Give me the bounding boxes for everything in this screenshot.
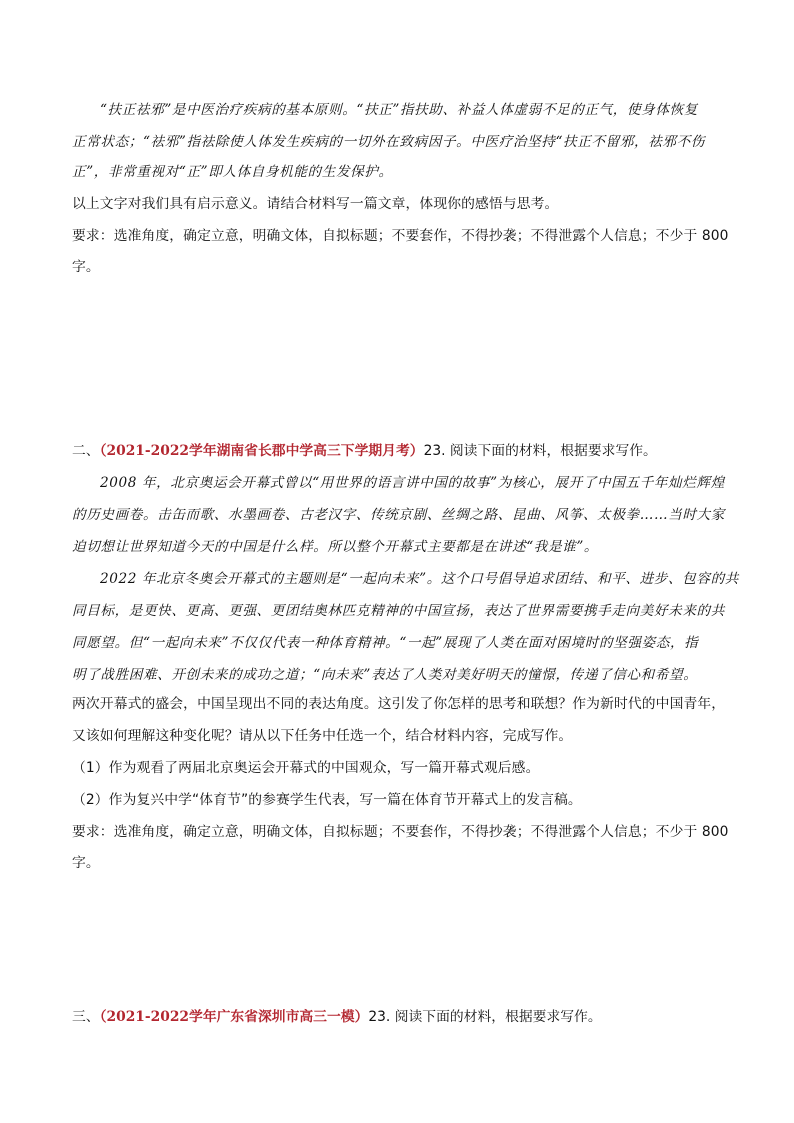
s2-source: （2021-2022学年湖南省长郡中学高三下学期月考） <box>99 443 424 459</box>
s1-prompt: 以上文字对我们具有启示意义。请结合材料写一篇文章，体现你的感悟与思考。 <box>72 196 559 212</box>
s2-material-line-4: 2022 年北京冬奥会开幕式的主题则是“一起向未来”。这个口号倡导追求团结、和平、进步、包容的共 <box>100 571 739 587</box>
s2-heading <box>72 439 732 459</box>
s2-material-line-1: 2008 年，北京奥运会开幕式曾以“用世界的语言讲中国的故事”为核心，展开了中国五千年灿烂辉煌 <box>100 475 725 491</box>
s3-task: 23. 阅读下面的材料，根据要求写作。 <box>368 1009 602 1025</box>
s2-requirement-line-2: 字。 <box>72 855 100 871</box>
s2-prompt-line-2: 又该如何理解这种变化呢？请从以下任务中任选一个，结合材料内容，完成写作。 <box>72 728 573 744</box>
s2-requirement-line-1: 要求：选准角度，确定立意，明确文体，自拟标题；不要套作，不得抄袭；不得泄露个人信息；不少于 800 <box>72 824 729 840</box>
s2-number: 二、 <box>72 443 100 459</box>
s1-material-line-2: 正常状态；“祛邪”指祛除使人体发生疾病的一切外在致病因子。中医疗治坚持“扶正不留邪，祛邪不伤 <box>72 134 705 150</box>
s3-number: 三、 <box>72 1009 100 1025</box>
s1-material-line-3: 正”，非常重视对“正”即人体自身机能的生发保护。 <box>72 164 393 180</box>
s2-task: 23. 阅读下面的材料，根据要求写作。 <box>423 443 657 459</box>
s2-material-line-3: 迫切想让世界知道今天的中国是什么样。所以整个开幕式主要都是在讲述“我是谁”。 <box>72 539 599 555</box>
s2-option-1: （1）作为观看了两届北京奥运会开幕式的中国观众，写一篇开幕式观后感。 <box>72 760 540 776</box>
s2-prompt-line-1: 两次开幕式的盛会，中国呈现出不同的表达角度。这引发了你怎样的思考和联想？作为新时代的中国青年， <box>72 696 726 712</box>
s2-option-2: （2）作为复兴中学“体育节”的参赛学生代表，写一篇在体育节开幕式上的发言稿。 <box>72 792 582 808</box>
s2-material-line-5: 同目标，是更快、更高、更强、更团结奥林匹克精神的中国宣扬，表达了世界需要携手走向美好未来的共 <box>72 603 725 619</box>
s2-material-line-7: 明了战胜困难、开创未来的成功之道；“向未来”表达了人类对美好明天的憧憬，传递了信心和希望。 <box>72 667 698 683</box>
s1-requirement-line-2: 字。 <box>72 259 100 275</box>
s2-material-line-6: 同愿望。但“一起向未来”不仅仅代表一种体育精神。“一起”展现了人类在面对困境时的坚强姿态，指 <box>72 635 699 651</box>
s3-source: （2021-2022学年广东省深圳市高三一模） <box>99 1009 369 1025</box>
s3-heading <box>72 1005 732 1025</box>
s2-material-line-2: 的历史画卷。击缶而歌、水墨画卷、古老汉字、传统京剧、丝绸之路、昆曲、风筝、太极拳……当时大家 <box>72 507 725 523</box>
s1-requirement-line-1: 要求：选准角度，确定立意，明确文体，自拟标题；不要套作，不得抄袭；不得泄露个人信息；不少于 800 <box>72 228 729 244</box>
s1-material-line-1: “扶正祛邪”是中医治疗疾病的基本原则。“扶正”指扶助、补益人体虚弱不足的正气，使身体恢复 <box>100 102 698 118</box>
